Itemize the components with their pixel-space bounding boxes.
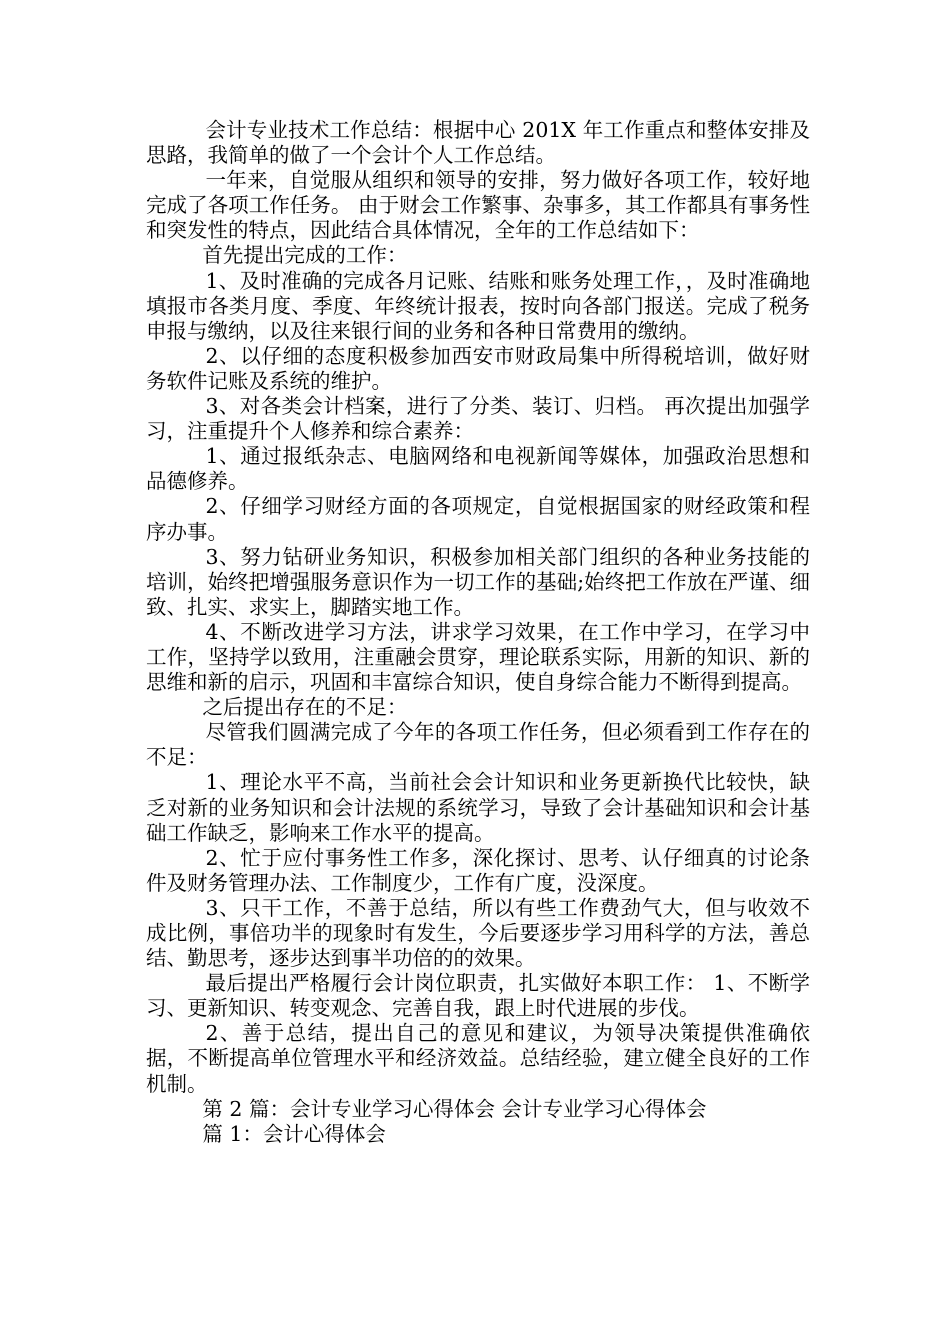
list-item-completed-2: 2、以仔细的态度积极参加西安市财政局集中所得税培训，做好财务软件记账及系统的维护。 xyxy=(146,343,810,393)
list-item-completed-1: 1、及时准确的完成各月记账、结账和账务处理工作，，及时准确地填报市各类月度、季度、年终统计报表，按时向各部门报送。完成了税务申报与缴纳，以及往来银行间的业务和各种日常费用的缴纳。 xyxy=(146,268,810,343)
paragraph-intro: 会计专业技术工作总结：根据中心 201X 年工作重点和整体安排及思路，我简单的做了一个会计个人工作总结。 xyxy=(146,118,810,168)
list-item-duty-2: 2、善于总结，提出自己的意见和建议，为领导决策提供准确依据，不断提高单位管理水平和经济效益。总结经验，建立健全良好的工作机制。 xyxy=(146,1021,810,1096)
section-title-article-2: 第 2 篇：会计专业学习心得体会 会计专业学习心得体会 xyxy=(202,1096,707,1121)
paragraph-overview: 一年来，自觉服从组织和领导的安排，努力做好各项工作，较好地完成了各项工作任务。 由于财会工作繁事、杂事多，其工作都具有事务性和突发性的特点，因此结合具体情况，全年的工作总结如下： xyxy=(146,168,810,243)
document-body xyxy=(146,118,810,1147)
list-item-study-1: 1、通过报纸杂志、电脑网络和电视新闻等媒体，加强政治思想和品德修养。 xyxy=(146,444,810,494)
section-title-part-1: 篇 1：会计心得体会 xyxy=(202,1121,386,1146)
list-item-study-3: 3、努力钻研业务知识，积极参加相关部门组织的各种业务技能的培训，始终把增强服务意识作为一切工作的基础;始终把工作放在严谨、细致、扎实、求实上，脚踏实地工作。 xyxy=(146,544,810,619)
list-item-shortcoming-2: 2、忙于应付事务性工作多，深化探讨、思考、认仔细真的讨论条件及财务管理办法、工作制度少，工作有广度，没深度。 xyxy=(146,845,810,895)
list-item-completed-3: 3、对各类会计档案，进行了分类、装订、归档。 再次提出加强学习，注重提升个人修养和综合素养： xyxy=(146,394,810,444)
list-item-study-2: 2、仔细学习财经方面的各项规定，自觉根据国家的财经政策和程序办事。 xyxy=(146,494,810,544)
list-item-shortcoming-3: 3、只干工作，不善于总结，所以有些工作费劲气大，但与收效不成比例，事倍功半的现象时有发生，今后要逐步学习用科学的方法，善总结、勤思考，逐步达到事半功倍的的效果。 xyxy=(146,895,810,971)
section-heading-completed-work: 首先提出完成的工作： xyxy=(202,243,408,268)
paragraph-shortcomings-intro: 尽管我们圆满完成了今年的各项工作任务，但必须看到工作存在的不足： xyxy=(146,720,810,770)
paragraph-final-duties: 最后提出严格履行会计岗位职责，扎实做好本职工作： 1、不断学习、更新知识、转变观念、完善自我，跟上时代进展的步伐。 xyxy=(146,971,810,1021)
section-heading-shortcomings: 之后提出存在的不足： xyxy=(202,695,408,720)
list-item-study-4: 4、不断改进学习方法，讲求学习效果，在工作中学习，在学习中工作，坚持学以致用，注重融会贯穿，理论联系实际，用新的知识、新的思维和新的启示，巩固和丰富综合知识，使自身综合能力不断得到提高。 xyxy=(146,619,810,695)
list-item-shortcoming-1: 1、理论水平不高，当前社会会计知识和业务更新换代比较快，缺乏对新的业务知识和会计法规的系统学习，导致了会计基础知识和会计基础工作缺乏，影响来工作水平的提高。 xyxy=(146,770,810,845)
